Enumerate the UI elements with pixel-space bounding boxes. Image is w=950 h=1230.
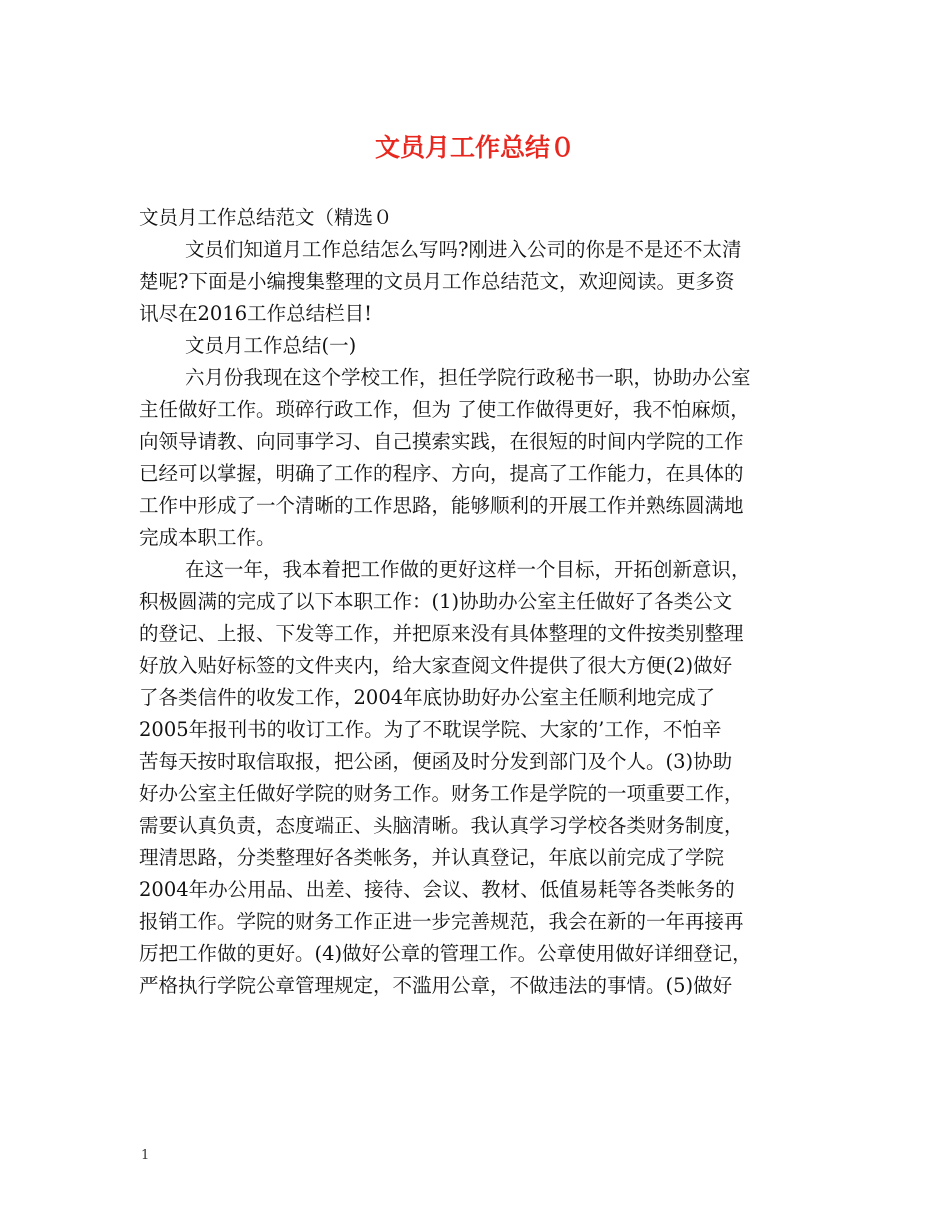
body-line: 楚呢?下面是小编搜集整理的文员月工作总结范文，欢迎阅读。更多资 [139,270,735,293]
body-line: 好办公室主任做好学院的财务工作。财务工作是学院的一项重要工作， [139,782,744,805]
body-line: 苦每天按时取信取报，把公函，便函及时分发到部门及个人。(3)协助 [139,750,733,773]
body-line: 主任做好工作。琐碎行政工作，但为 了使工作做得更好，我不怕麻烦， [139,398,750,421]
document-title: 文员月工作总结０ [374,133,575,162]
body-line: 向领导请教、向同事学习、自己摸索实践，在很短的时间内学院的工作 [139,430,744,453]
body-line: 文员月工作总结(一) [185,334,357,357]
body-line: 完成本职工作。 [139,526,276,549]
body-line: 讯尽在2016工作总结栏目! [139,302,372,325]
document-body [139,202,829,1002]
body-line: 需要认真负责，态度端正、头脑清晰。我认真学习学校各类财务制度， [139,814,744,837]
page-number: 1 [141,1148,150,1163]
body-line: 文员们知道月工作总结怎么写吗?刚进入公司的你是不是还不太清 [185,238,742,261]
body-line: 文员月工作总结范文（精选０ [139,206,393,229]
body-line: 严格执行学院公章管理规定，不滥用公章，不做违法的事情。(5)做好 [139,974,733,997]
body-line: 理清思路，分类整理好各类帐务，并认真登记，年底以前完成了学院 [139,846,725,869]
body-line: 已经可以掌握，明确了工作的程序、方向，提高了工作能力，在具体的 [139,462,744,485]
body-line: 的登记、上报、下发等工作，并把原来没有具体整理的文件按类别整理 [139,622,744,645]
body-line: 好放入贴好标签的文件夹内，给大家查阅文件提供了很大方便(2)做好 [139,654,733,677]
body-line: 积极圆满的完成了以下本职工作：(1)协助办公室主任做好了各类公文 [139,590,733,613]
body-line: 在这一年，我本着把工作做的更好这样一个目标，开拓创新意识， [185,558,751,581]
body-line: 了各类信件的收发工作，2004年底协助好办公室主任顺利地完成了 [139,686,716,709]
body-line: 厉把工作做的更好。(4)做好公章的管理工作。公章使用做好详细登记， [139,942,752,965]
body-line: 六月份我现在这个学校工作，担任学院行政秘书一职，协助办公室 [185,366,751,389]
body-line: 报销工作。学院的财务工作正进一步完善规范，我会在新的一年再接再 [139,910,744,933]
body-line: 2005年报刊书的收订工作。为了不耽误学院、大家的’工作，不怕辛 [139,718,722,741]
body-line: 工作中形成了一个清晰的工作思路，能够顺利的开展工作并熟练圆满地 [139,494,744,517]
body-line: 2004年办公用品、出差、接待、会议、教材、低值易耗等各类帐务的 [139,878,735,901]
